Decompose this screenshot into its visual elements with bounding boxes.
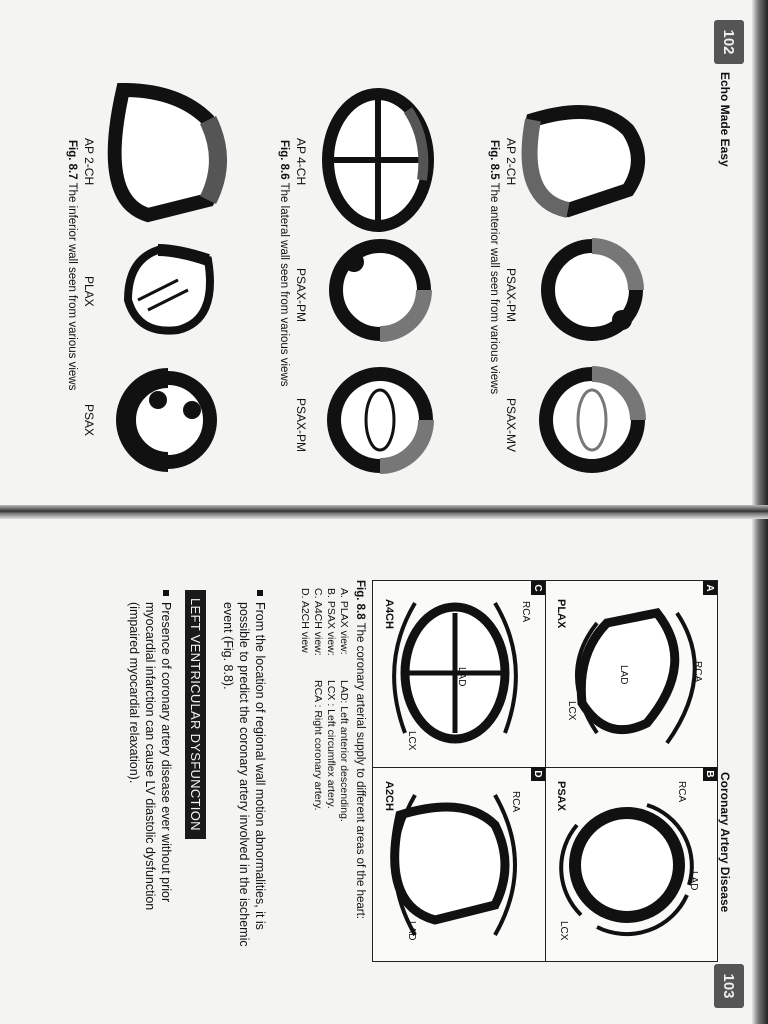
legend-row: C. A4CH view: RCA : Right coronary artery. <box>312 588 324 811</box>
panel-c-view: A4CH <box>383 599 395 629</box>
panel-a-letter: A <box>703 581 717 595</box>
panel-a-lcx: LCX <box>566 701 577 721</box>
bullet-dot <box>163 590 169 596</box>
fig-8-5-psaxmv-diagram <box>546 374 638 466</box>
fig-8-7-view-2: PLAX <box>82 276 96 307</box>
fig-8-5-view-1: AP 2-CH <box>504 138 518 186</box>
fig-8-8-diagrams <box>373 581 717 961</box>
bullet-2-text: Presence of coronary artery disease ever without prior myocardial infarction can cause LV diastolic dysfunction (impaired myocardial relaxation). <box>127 602 173 911</box>
panel-a-rca: RCA <box>692 661 703 683</box>
panel-d-view: A2CH <box>383 781 395 811</box>
panel-b-rca: RCA <box>676 781 687 803</box>
fig-8-6-ap4ch-diagram <box>328 94 428 226</box>
fig-8-7-view-3: PSAX <box>82 404 96 437</box>
right-page <box>0 512 768 1024</box>
legend-row: A. PLAX view: LAD: Left anterior descending. <box>338 588 350 822</box>
panel-d-a2ch-diagram <box>395 795 515 935</box>
fig-8-5-ap2ch-diagram <box>530 112 638 210</box>
legend-row: B. PSAX view: LCX : Left circumflex artery. <box>325 588 337 809</box>
panel-b-lad: LAD <box>688 871 699 891</box>
bullet-2 <box>126 602 174 962</box>
fig-8-8-box <box>372 580 718 962</box>
panel-c-lcx: LCX <box>406 731 417 751</box>
fig-8-7-psax-diagram <box>126 378 210 462</box>
panel-a-view: PLAX <box>555 599 567 629</box>
fig-8-8-caption: Fig. 8.8 The coronary arterial supply to different areas of the heart: <box>354 580 366 920</box>
panel-b-psax-diagram <box>561 805 692 934</box>
panel-a-plax-diagram <box>577 613 695 743</box>
bullet-1-text: From the location of regional wall motion abnormalities, it is possible to predict the coronary artery involved in the ischemic event (Fig. 8.8). <box>221 602 267 947</box>
fig-8-7-ap2ch-diagram <box>115 90 218 215</box>
fig-8-7-plax-diagram <box>128 250 210 331</box>
fig-8-8-legend <box>298 588 350 822</box>
fig-8-6-view-3: PSAX-PM <box>294 398 308 453</box>
fig-8-5-psaxpm-diagram <box>548 246 636 334</box>
fig-8-7-view-1: AP 2-CH <box>82 138 96 186</box>
page-number-right: 103 <box>714 964 744 1008</box>
fig-8-6-caption: Fig. 8.6 The lateral wall seen from various views <box>278 140 290 387</box>
panel-c-letter: C <box>531 581 545 595</box>
fig-8-6-view-2: PSAX-PM <box>294 268 308 323</box>
fig-8-5-caption: Fig. 8.5 The anterior wall seen from various views <box>488 140 500 395</box>
fig-8-6-view-1: AP 4-CH <box>294 138 308 186</box>
page-number-left: 102 <box>714 20 744 64</box>
panel-b-letter: B <box>703 767 717 781</box>
panel-d-letter: D <box>531 767 545 781</box>
panel-d-lad: LAD <box>406 921 417 941</box>
panel-a-lad: LAD <box>618 665 629 685</box>
panel-b-lcx: LCX <box>558 921 569 941</box>
fig-8-6-psaxpm-diagram-2 <box>334 374 426 466</box>
fig-8-6-psaxpm-diagram <box>336 246 424 334</box>
fig-8-7-caption: Fig. 8.7 The inferior wall seen from various views <box>66 140 78 391</box>
panel-c-rca: RCA <box>520 601 531 623</box>
running-head-right: Coronary Artery Disease <box>718 772 732 913</box>
running-head-left: Echo Made Easy <box>718 72 732 167</box>
bullet-1 <box>220 602 268 962</box>
panel-c-lad: LAD <box>456 667 467 687</box>
panel-d-rca: RCA <box>510 791 521 813</box>
fig-8-5-view-2: PSAX-PM <box>504 268 518 323</box>
section-heading: LEFT VENTRICULAR DYSFUNCTION <box>185 590 206 839</box>
panel-b-view: PSAX <box>555 781 567 811</box>
fig-8-5-view-3: PSAX-MV <box>504 398 518 453</box>
legend-row: D. A2CH view <box>299 588 311 653</box>
panel-c-a4ch-diagram <box>394 603 516 739</box>
bullet-dot <box>257 590 263 596</box>
